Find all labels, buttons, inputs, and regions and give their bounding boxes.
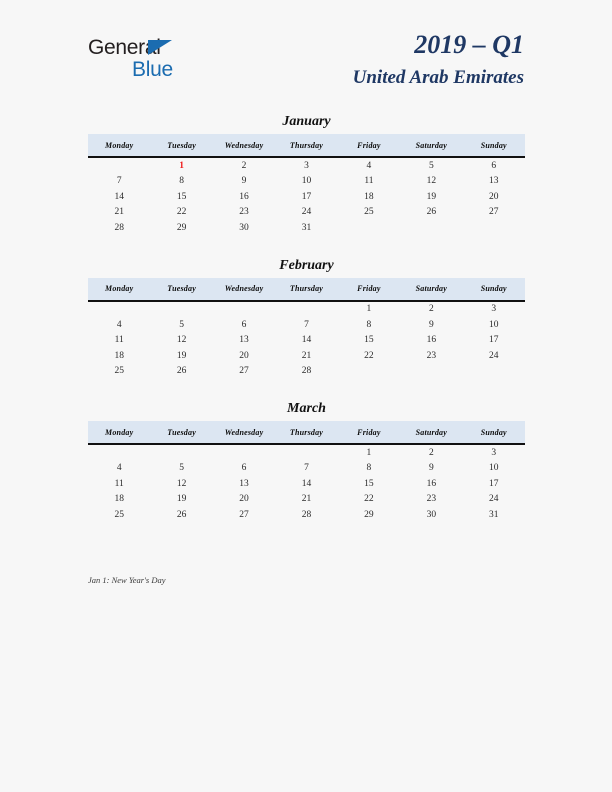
day-cell[interactable]: 16 <box>426 335 437 346</box>
weekday-header-row <box>88 134 525 157</box>
day-cell[interactable]: 10 <box>489 319 499 330</box>
month-title: January <box>282 114 331 129</box>
day-cell[interactable]: 28 <box>301 509 312 520</box>
day-cell-empty <box>88 301 150 318</box>
day-cell[interactable]: 30 <box>239 222 249 233</box>
day-cell[interactable]: 28 <box>301 366 312 377</box>
weekday-header-saturday: Saturday <box>400 134 462 157</box>
weekday-header-monday: Monday <box>88 278 150 301</box>
page-title: 2019 – Q1 <box>414 30 524 59</box>
footnotes <box>88 574 525 587</box>
weekday-header-sunday: Sunday <box>463 278 525 301</box>
weekday-header-wednesday: Wednesday <box>213 134 275 157</box>
weekday-header-tuesday: Tuesday <box>150 421 212 444</box>
week-row <box>88 364 525 380</box>
day-cell[interactable]: 31 <box>489 509 499 520</box>
month-table <box>88 278 525 380</box>
month-table <box>88 421 525 523</box>
week-row <box>88 492 525 508</box>
day-cell[interactable]: 9 <box>428 463 434 474</box>
day-cell[interactable]: 12 <box>426 176 437 187</box>
calendar-months <box>88 112 525 543</box>
day-cell[interactable]: 3 <box>491 447 497 458</box>
day-cell-empty <box>150 301 212 318</box>
day-cell[interactable]: 1 <box>366 304 372 315</box>
week-row <box>88 348 525 364</box>
week-row <box>88 476 525 492</box>
month-block <box>88 399 525 523</box>
day-cell[interactable]: 29 <box>364 509 374 520</box>
day-cell-empty <box>275 301 337 318</box>
weekday-header-row <box>88 421 525 444</box>
day-cell[interactable]: 8 <box>179 176 184 187</box>
day-cell[interactable]: 16 <box>239 191 249 202</box>
weekday-header-tuesday: Tuesday <box>150 134 212 157</box>
weekday-header-sunday: Sunday <box>463 134 525 157</box>
week-row <box>88 333 525 349</box>
day-cell[interactable]: 27 <box>239 366 249 377</box>
weekday-header-monday: Monday <box>88 421 150 444</box>
day-cell[interactable]: 26 <box>426 207 437 218</box>
brand-name-general: General <box>88 36 161 59</box>
day-cell[interactable]: 6 <box>491 160 497 171</box>
day-cell[interactable]: 17 <box>489 335 499 346</box>
day-cell-empty <box>213 444 275 461</box>
day-cell[interactable]: 23 <box>239 207 249 218</box>
day-cell[interactable]: 1 <box>366 447 372 458</box>
day-cell[interactable]: 18 <box>114 350 124 361</box>
day-cell[interactable]: 19 <box>176 350 187 361</box>
day-cell[interactable]: 20 <box>239 350 249 361</box>
footnote-item: Jan 1: New Year's Day <box>88 575 166 585</box>
day-cell[interactable]: 11 <box>364 176 374 187</box>
day-cell[interactable]: 12 <box>176 478 187 489</box>
day-cell[interactable]: 18 <box>114 494 124 505</box>
day-cell[interactable]: 22 <box>364 494 374 505</box>
day-cell[interactable]: 4 <box>116 463 122 474</box>
month-block <box>88 256 525 380</box>
day-cell[interactable]: 15 <box>364 335 374 346</box>
day-cell-empty <box>400 220 462 236</box>
day-cell-empty <box>88 444 150 461</box>
day-cell[interactable]: 5 <box>179 319 184 330</box>
page-header <box>0 30 612 105</box>
weekday-header-tuesday: Tuesday <box>150 278 212 301</box>
day-cell[interactable]: 27 <box>489 207 499 218</box>
day-cell[interactable]: 28 <box>114 222 124 233</box>
day-cell[interactable]: 5 <box>428 160 434 171</box>
day-cell[interactable]: 26 <box>176 366 187 377</box>
day-cell[interactable]: 31 <box>301 222 312 233</box>
day-cell[interactable]: 18 <box>364 191 374 202</box>
day-cell-empty <box>463 364 525 380</box>
day-cell-empty <box>338 220 400 236</box>
day-cell[interactable]: 8 <box>366 319 372 330</box>
day-cell[interactable]: 15 <box>364 478 374 489</box>
day-cell[interactable]: 14 <box>301 478 312 489</box>
day-cell[interactable]: 4 <box>116 319 122 330</box>
day-cell-empty <box>338 364 400 380</box>
week-row <box>88 205 525 221</box>
day-cell[interactable]: 6 <box>241 463 247 474</box>
day-cell[interactable]: 15 <box>176 191 187 202</box>
day-cell[interactable]: 27 <box>239 509 249 520</box>
day-cell-empty <box>150 444 212 461</box>
day-cell-empty <box>463 220 525 236</box>
day-cell[interactable]: 22 <box>176 207 187 218</box>
day-cell[interactable]: 2 <box>428 304 434 315</box>
day-cell-empty <box>213 301 275 318</box>
day-cell[interactable]: 20 <box>489 191 499 202</box>
day-cell[interactable]: 11 <box>114 335 124 346</box>
day-cell[interactable]: 13 <box>239 478 249 489</box>
day-cell[interactable]: 17 <box>489 478 499 489</box>
day-cell[interactable]: 24 <box>489 494 499 505</box>
day-cell[interactable]: 20 <box>239 494 249 505</box>
week-row <box>88 157 525 174</box>
day-cell[interactable]: 23 <box>426 494 437 505</box>
day-cell[interactable]: 21 <box>114 207 124 218</box>
day-cell[interactable]: 12 <box>176 335 187 346</box>
day-cell[interactable]: 13 <box>239 335 249 346</box>
day-cell[interactable]: 25 <box>114 366 124 377</box>
day-cell[interactable]: 3 <box>491 304 497 315</box>
day-cell[interactable]: 24 <box>301 207 312 218</box>
day-cell[interactable]: 4 <box>366 160 372 171</box>
day-cell[interactable]: 19 <box>176 494 187 505</box>
day-cell[interactable]: 10 <box>489 463 499 474</box>
weekday-header-monday: Monday <box>88 134 150 157</box>
day-cell[interactable]: 24 <box>489 350 499 361</box>
day-cell[interactable]: 7 <box>304 463 309 474</box>
week-row <box>88 220 525 236</box>
day-cell[interactable]: 8 <box>366 463 372 474</box>
day-cell[interactable]: 7 <box>304 319 309 330</box>
day-cell[interactable]: 29 <box>176 222 187 233</box>
day-cell[interactable]: 14 <box>301 335 312 346</box>
weekday-header-saturday: Saturday <box>400 421 462 444</box>
month-title: March <box>287 401 326 416</box>
week-row <box>88 317 525 333</box>
day-cell[interactable]: 25 <box>364 207 374 218</box>
day-cell[interactable]: 9 <box>241 176 247 187</box>
weekday-header-row <box>88 278 525 301</box>
day-cell[interactable]: 19 <box>426 191 437 202</box>
week-row <box>88 461 525 477</box>
day-cell[interactable]: 3 <box>304 160 309 171</box>
day-cell[interactable]: 10 <box>301 176 312 187</box>
day-cell[interactable]: 5 <box>179 463 184 474</box>
week-row <box>88 444 525 461</box>
day-cell[interactable]: 9 <box>428 319 434 330</box>
day-cell-holiday[interactable]: 1 <box>179 160 184 171</box>
title-block <box>353 30 524 92</box>
day-cell[interactable]: 16 <box>426 478 437 489</box>
weekday-header-thursday: Thursday <box>275 421 337 444</box>
weekday-header-friday: Friday <box>338 278 400 301</box>
day-cell-empty <box>275 444 337 461</box>
day-cell[interactable]: 14 <box>114 191 124 202</box>
day-cell[interactable]: 26 <box>176 509 187 520</box>
brand-name-blue: Blue <box>132 58 173 81</box>
week-row <box>88 301 525 318</box>
month-title: February <box>279 257 334 273</box>
week-row <box>88 189 525 205</box>
day-cell[interactable]: 17 <box>301 191 312 202</box>
month-block <box>88 112 525 236</box>
day-cell[interactable]: 2 <box>241 160 247 171</box>
triangle-icon <box>148 40 172 55</box>
weekday-header-sunday: Sunday <box>463 421 525 444</box>
day-cell[interactable]: 2 <box>428 447 434 458</box>
day-cell-empty <box>88 157 150 174</box>
brand-logo <box>88 36 208 88</box>
day-cell[interactable]: 21 <box>301 350 312 361</box>
day-cell[interactable]: 22 <box>364 350 374 361</box>
week-row <box>88 174 525 190</box>
day-cell[interactable]: 21 <box>301 494 312 505</box>
weekday-header-friday: Friday <box>338 134 400 157</box>
weekday-header-wednesday: Wednesday <box>213 421 275 444</box>
week-row <box>88 507 525 523</box>
page-subtitle: United Arab Emirates <box>352 67 524 88</box>
month-table <box>88 134 525 236</box>
day-cell-empty <box>400 364 462 380</box>
weekday-header-saturday: Saturday <box>400 278 462 301</box>
day-cell[interactable]: 11 <box>114 478 124 489</box>
day-cell[interactable]: 30 <box>426 509 437 520</box>
weekday-header-friday: Friday <box>338 421 400 444</box>
weekday-header-thursday: Thursday <box>275 278 337 301</box>
day-cell[interactable]: 25 <box>114 509 124 520</box>
day-cell[interactable]: 6 <box>241 319 247 330</box>
weekday-header-wednesday: Wednesday <box>213 278 275 301</box>
day-cell[interactable]: 23 <box>426 350 437 361</box>
day-cell[interactable]: 13 <box>489 176 499 187</box>
weekday-header-thursday: Thursday <box>275 134 337 157</box>
day-cell[interactable]: 7 <box>116 176 122 187</box>
